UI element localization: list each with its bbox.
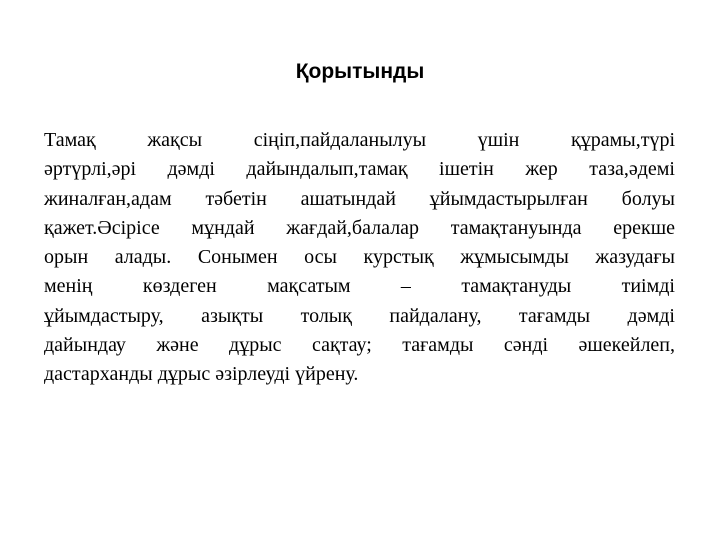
slide-body-text [44,126,675,390]
body-line: менің көздеген мақсатым – тамақтануды тиімді [44,275,675,298]
body-line: жиналған,адам тәбетін ашатындай ұйымдастырылған болуы [44,187,675,210]
body-line: Тамақ жақсы сіңіп,пайдаланылуы үшін құрамы,түрі [44,129,675,151]
body-line: ұйымдастыру, азықты толық пайдалану, тағамды дәмді [44,304,675,327]
body-line: дайындау және дұрыс сақтау; тағамды сәнді әшекейлеп, [44,334,675,357]
body-line: әртүрлі,әрі дәмді дайындалып,тамақ ішетін жер таза,әдемі [44,158,675,181]
body-line: қажет.Әсірісе мұндай жағдай,балалар тамақтануында ерекше [44,216,675,239]
slide-title: Қорытынды [295,60,425,83]
body-line: орын алады. Сонымен осы курстық жұмысымды жазудағы [44,246,675,269]
body-line: дастарханды дұрыс әзірлеуді үйрену. [44,363,359,386]
